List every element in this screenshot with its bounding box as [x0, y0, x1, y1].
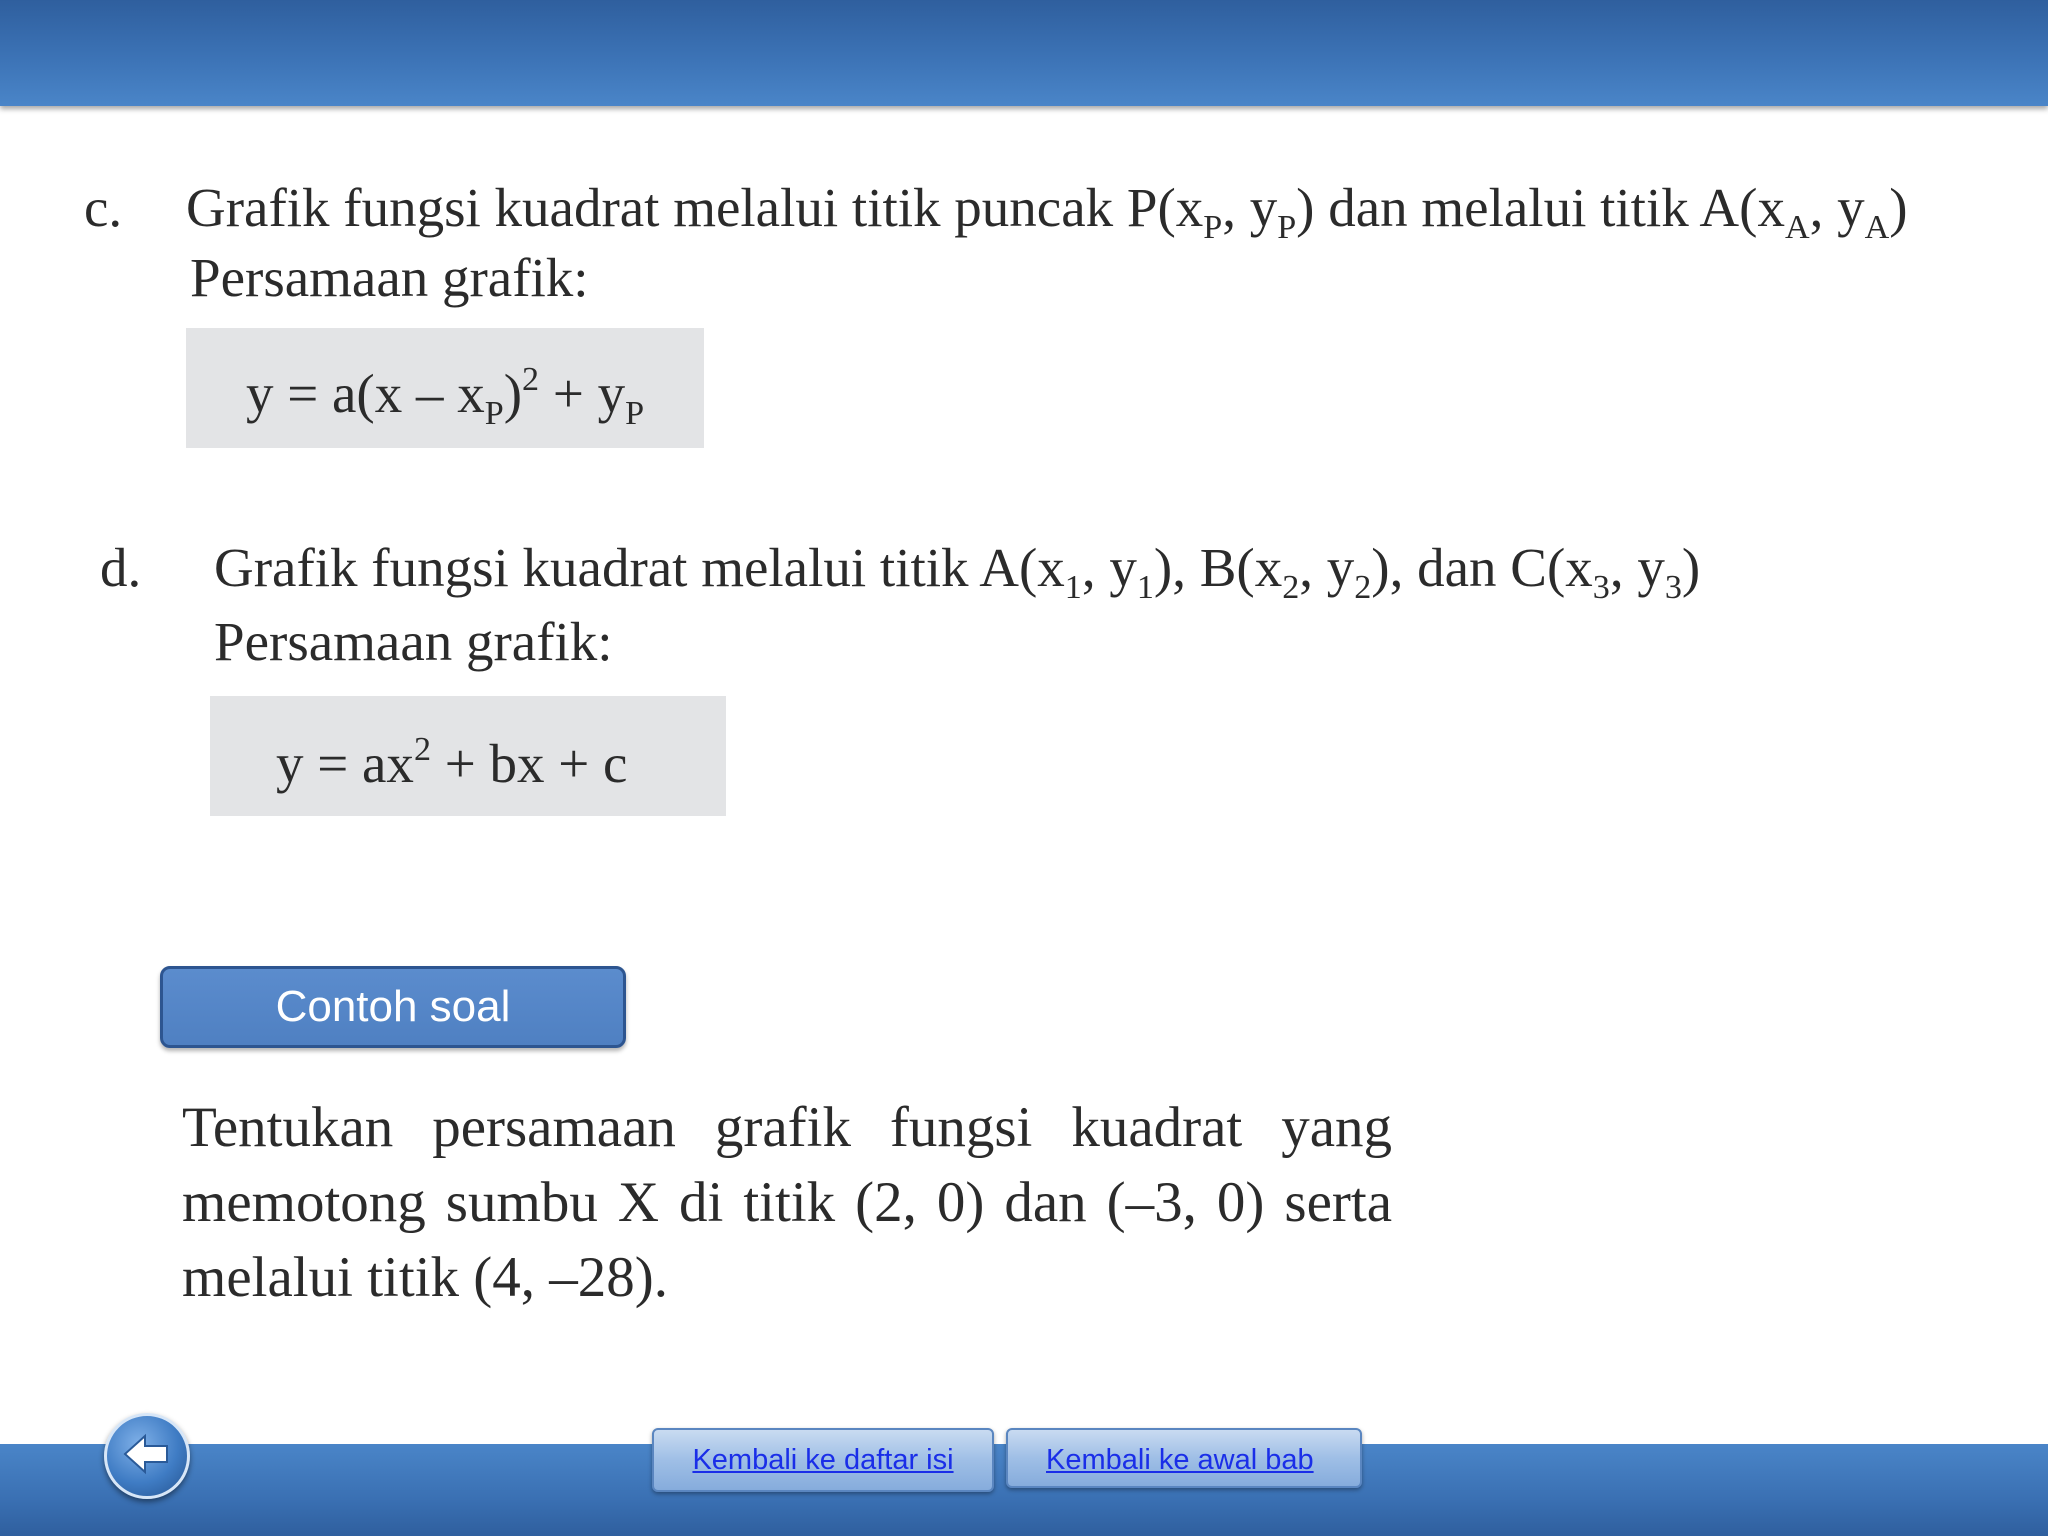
header-bar — [0, 0, 2048, 106]
item-d-persamaan-label: Persamaan grafik: — [214, 611, 613, 672]
kembali-daftar-isi-link[interactable]: Kembali ke daftar isi — [652, 1428, 994, 1492]
back-arrow-icon — [107, 1416, 187, 1496]
item-c-title: Grafik fungsi kuadrat melalui titik puncak $P(x_P$, $y_P$) dan melalui titik $A(x_A$, $y_A$) — [186, 177, 1908, 246]
item-d-marker: d. — [100, 537, 142, 598]
back-button[interactable] — [104, 1413, 190, 1499]
soal-line-1: Tentukan persamaan grafik fungsi kuadrat yang — [182, 1096, 1392, 1159]
formula-box-d — [210, 696, 726, 816]
formula-c: $y = a(x - x_P)^2 + y_P$ — [246, 360, 645, 432]
formula-d: $y = ax^2$ + bx + c — [276, 730, 628, 794]
soal-text — [182, 1090, 1392, 1315]
formula-box-c — [186, 328, 704, 448]
item-c-persamaan-label: Persamaan grafik: — [190, 247, 589, 308]
item-d — [100, 537, 2030, 672]
item-c-marker: c. — [84, 177, 123, 238]
item-c — [84, 177, 2034, 310]
soal-line-2: memotong sumbu X di titik (2, 0) dan (–3, 0) serta — [182, 1171, 1392, 1234]
soal-line-3: melalui titik (4, –28). — [182, 1246, 669, 1309]
item-d-title: Grafik fungsi kuadrat melalui titik $A(x_1$, $y_1$), $B(x_2$, $y_2$), dan $C(x_3$, $y_3$) — [214, 537, 1701, 606]
kembali-awal-bab-link[interactable]: Kembali ke awal bab — [1006, 1428, 1362, 1488]
contoh-soal-button[interactable]: Contoh soal — [160, 966, 626, 1048]
